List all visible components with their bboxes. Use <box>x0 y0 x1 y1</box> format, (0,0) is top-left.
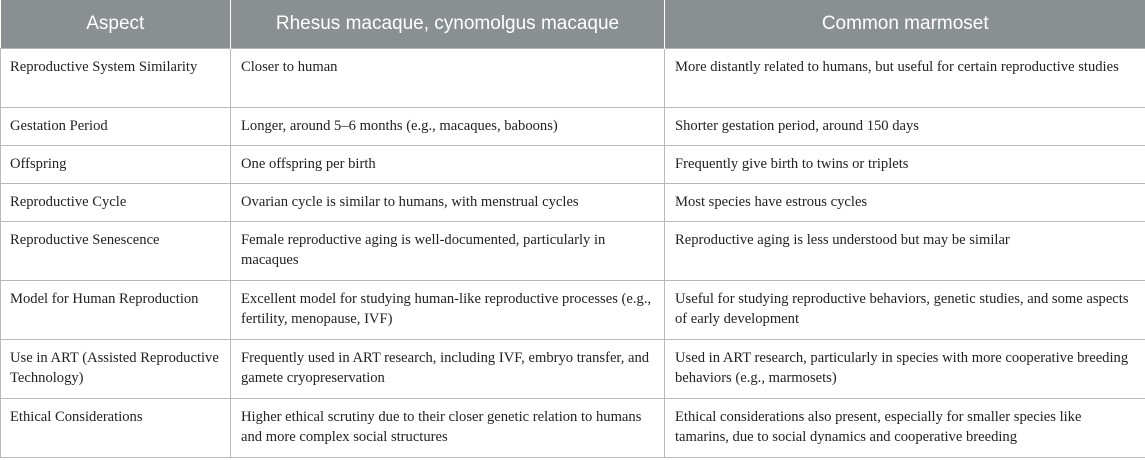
row-aspect: Use in ART (Assisted Reproductive Technology) <box>1 340 231 399</box>
table-row <box>1 146 1145 184</box>
row-macaque: Ovarian cycle is similar to humans, with menstrual cycles <box>231 184 665 222</box>
header-macaque: Rhesus macaque, cynomolgus macaque <box>231 0 665 49</box>
row-macaque: Excellent model for studying human-like reproductive processes (e.g., fertility, menopause, IVF) <box>231 281 665 340</box>
table-body <box>1 49 1145 458</box>
header-row <box>1 0 1145 49</box>
row-aspect: Reproductive Cycle <box>1 184 231 222</box>
row-macaque: One offspring per birth <box>231 146 665 184</box>
row-aspect: Reproductive System Similarity <box>1 49 231 108</box>
row-marmoset: Shorter gestation period, around 150 days <box>665 108 1145 146</box>
table-row <box>1 281 1145 340</box>
row-macaque: Higher ethical scrutiny due to their closer genetic relation to humans and more complex social structures <box>231 399 665 458</box>
table-row <box>1 222 1145 281</box>
row-macaque: Longer, around 5–6 months (e.g., macaques, baboons) <box>231 108 665 146</box>
row-marmoset: Useful for studying reproductive behaviors, genetic studies, and some aspects of early development <box>665 281 1145 340</box>
row-marmoset: Most species have estrous cycles <box>665 184 1145 222</box>
row-macaque: Female reproductive aging is well-documented, particularly in macaques <box>231 222 665 281</box>
row-aspect: Reproductive Senescence <box>1 222 231 281</box>
table-row <box>1 184 1145 222</box>
row-marmoset: Used in ART research, particularly in species with more cooperative breeding behaviors (e.g., marmosets) <box>665 340 1145 399</box>
row-macaque: Frequently used in ART research, including IVF, embryo transfer, and gamete cryopreservation <box>231 340 665 399</box>
row-marmoset: Reproductive aging is less understood but may be similar <box>665 222 1145 281</box>
row-aspect: Model for Human Reproduction <box>1 281 231 340</box>
row-marmoset: Ethical considerations also present, especially for smaller species like tamarins, due to social dynamics and cooperative breeding <box>665 399 1145 458</box>
table-header <box>1 0 1145 49</box>
row-aspect: Ethical Considerations <box>1 399 231 458</box>
row-marmoset: Frequently give birth to twins or triplets <box>665 146 1145 184</box>
table-row <box>1 340 1145 399</box>
header-aspect: Aspect <box>1 0 231 49</box>
row-aspect: Offspring <box>1 146 231 184</box>
row-macaque: Closer to human <box>231 49 665 108</box>
row-marmoset: More distantly related to humans, but useful for certain reproductive studies <box>665 49 1145 108</box>
table-row <box>1 49 1145 108</box>
table-row <box>1 399 1145 458</box>
row-aspect: Gestation Period <box>1 108 231 146</box>
table-row <box>1 108 1145 146</box>
header-marmoset: Common marmoset <box>665 0 1145 49</box>
